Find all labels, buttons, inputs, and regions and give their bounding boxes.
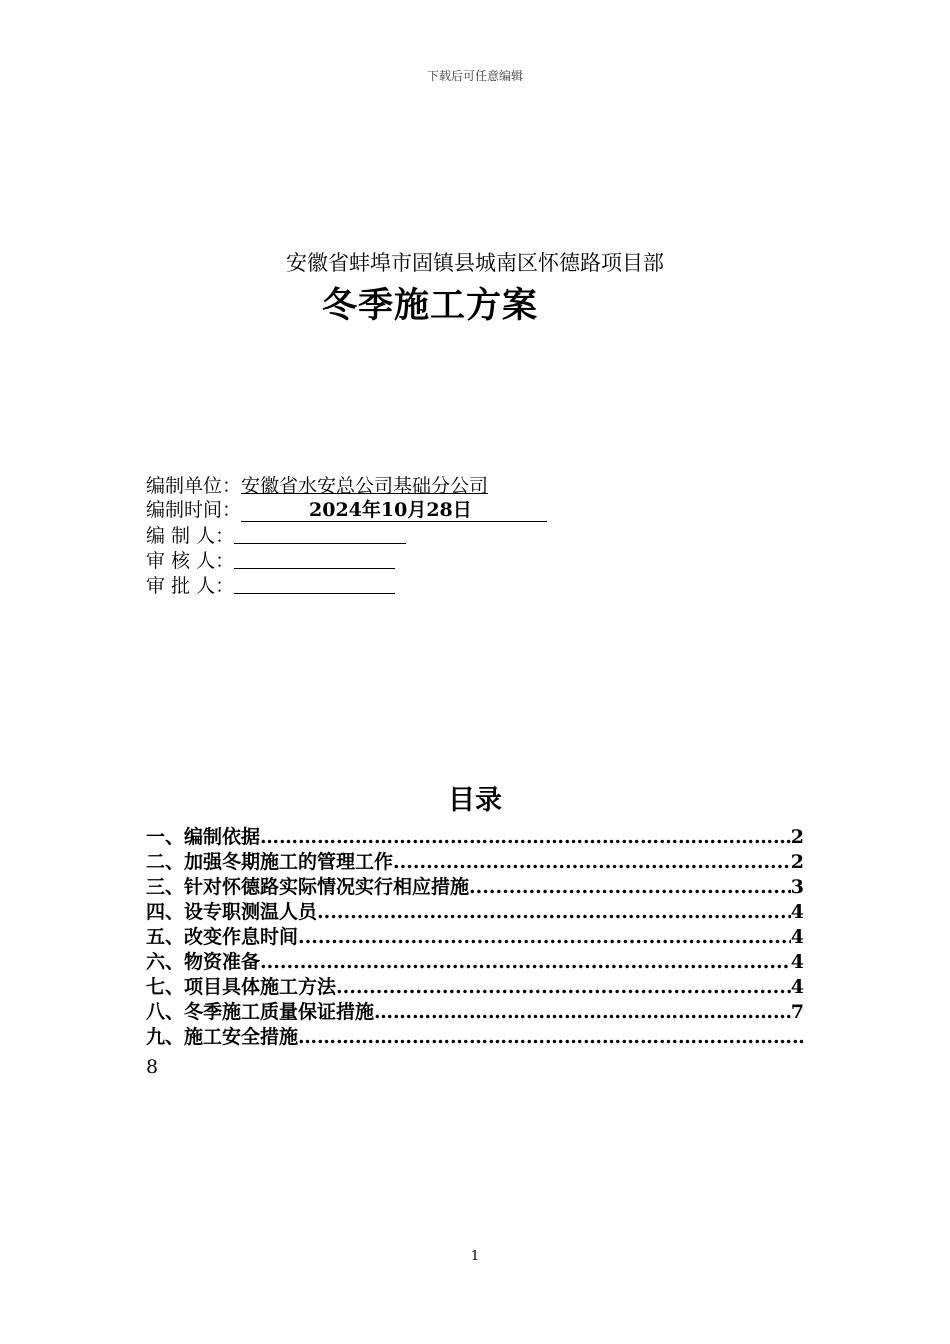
approver-label: 审 批 人： [146, 575, 235, 597]
toc-title: 目录 [448, 785, 502, 816]
toc-item-page: 3 [790, 876, 804, 898]
toc-item[interactable] [146, 972, 804, 997]
compiling-time-value: 2024年10月28日 [241, 500, 547, 522]
compiling-time-label: 编制时间： [146, 499, 242, 521]
toc-item[interactable] [146, 847, 804, 872]
approver-line [146, 573, 395, 598]
toc-leader [336, 976, 791, 998]
toc-item-page: 7 [790, 1001, 804, 1023]
toc-item[interactable] [146, 872, 804, 897]
compiling-unit-value: 安徽省水安总公司基础分公司 [241, 475, 489, 497]
toc-leader [298, 1026, 804, 1048]
toc-item-text: 六、物资准备 [146, 951, 261, 973]
approver-blank [234, 573, 395, 594]
toc-item[interactable] [146, 1022, 804, 1047]
toc-leader [374, 1001, 791, 1023]
toc-item[interactable] [146, 947, 804, 972]
toc-item-text: 三、针对怀德路实际情况实行相应措施 [146, 876, 470, 898]
toc-item-text: 五、改变作息时间 [146, 926, 299, 948]
toc-item[interactable] [146, 922, 804, 947]
reviewer-blank [234, 548, 395, 569]
toc-leader [298, 926, 791, 948]
toc-item-text: 二、加强冬期施工的管理工作 [146, 851, 394, 873]
table-of-contents [146, 822, 804, 1047]
toc-item-page: 2 [790, 851, 804, 873]
author-label: 编 制 人： [146, 525, 235, 547]
page-number: 1 [470, 1249, 480, 1264]
toc-item-page: 4 [790, 901, 804, 923]
compiling-unit-label: 编制单位： [146, 475, 242, 497]
toc-item[interactable] [146, 897, 804, 922]
toc-item-text: 四、设专职测温人员 [146, 901, 318, 923]
compiling-unit-line [146, 474, 488, 498]
toc-item-page: 2 [790, 826, 804, 848]
toc-item-text: 一、编制依据 [146, 826, 261, 848]
toc-item-text: 七、项目具体施工方法 [146, 976, 337, 998]
reviewer-line [146, 548, 395, 573]
toc-item-page: 8 [146, 1056, 159, 1078]
toc-item-page: 4 [790, 926, 804, 948]
author-line [146, 523, 406, 548]
toc-leader [260, 951, 791, 973]
compiling-time-line [146, 498, 547, 522]
toc-leader [393, 851, 791, 873]
header-note: 下载后可任意编辑 [426, 69, 523, 83]
toc-item-text: 八、冬季施工质量保证措施 [146, 1001, 375, 1023]
toc-item[interactable] [146, 822, 804, 847]
author-blank [234, 523, 406, 544]
document-title: 冬季施工方案 [322, 285, 539, 326]
toc-item-page: 4 [790, 976, 804, 998]
toc-leader [260, 826, 791, 848]
toc-item[interactable] [146, 997, 804, 1022]
toc-leader [317, 901, 791, 923]
toc-item-text: 九、施工安全措施 [146, 1026, 299, 1048]
reviewer-label: 审 核 人： [146, 550, 235, 572]
organization-title: 安徽省蚌埠市固镇县城南区怀德路项目部 [286, 251, 664, 275]
toc-leader [469, 876, 791, 898]
toc-item-page: 4 [790, 951, 804, 973]
